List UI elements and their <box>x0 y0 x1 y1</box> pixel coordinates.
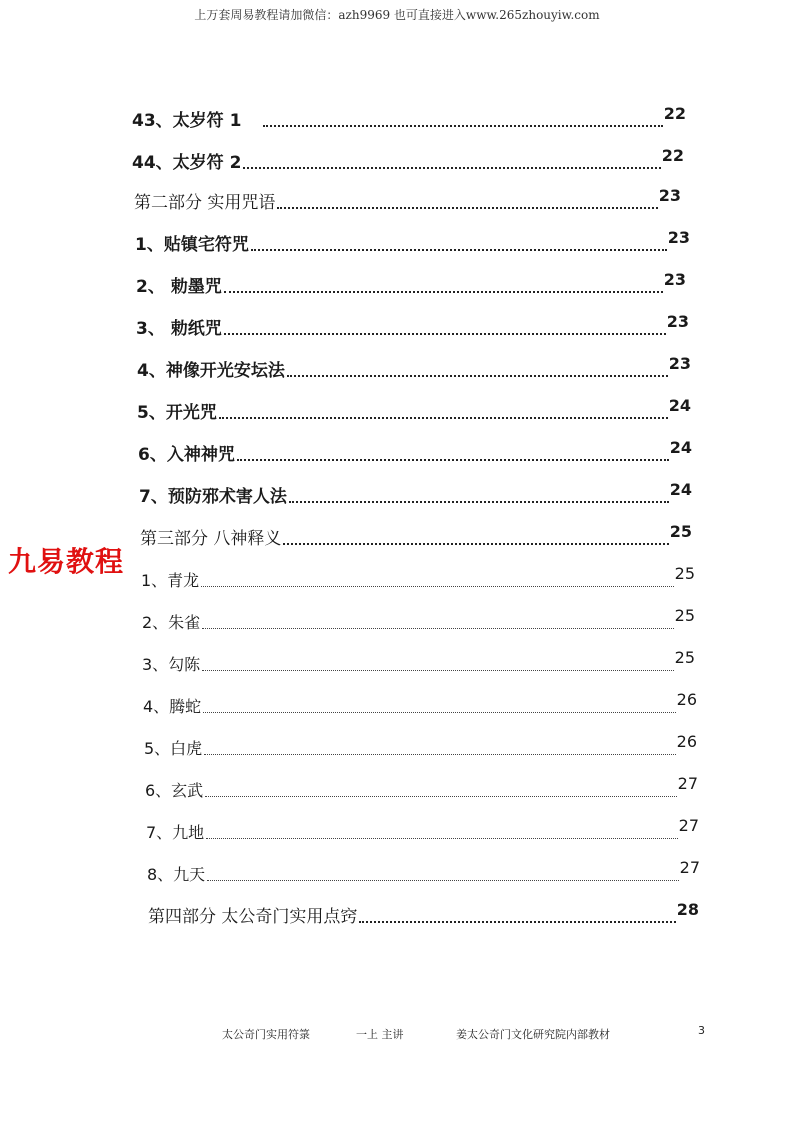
toc-entry-page: 24 <box>668 396 691 415</box>
toc-entry-page: 27 <box>678 816 699 835</box>
toc-leader-dots <box>204 754 675 755</box>
toc-entry-label: 3、 勅纸咒 <box>136 319 222 339</box>
toc-entry-label: 8、九天 <box>147 865 206 884</box>
toc-entry-label: 第二部分 实用咒语 <box>134 193 276 213</box>
toc-leader-dots <box>224 291 663 293</box>
toc-entry-label: 6、入神神咒 <box>138 445 235 465</box>
toc-leader-dots <box>243 167 660 169</box>
toc-entry <box>132 106 686 132</box>
toc-entry <box>136 272 686 298</box>
toc-entry-page: 25 <box>674 564 695 583</box>
toc-entry-label: 5、开光咒 <box>137 403 217 423</box>
toc-entry-label: 6、玄武 <box>145 781 204 800</box>
toc-entry-label: 4、腾蛇 <box>143 697 202 716</box>
toc-entry-page: 25 <box>674 648 695 667</box>
toc-leader-dots <box>277 207 657 209</box>
toc-entry-page: 26 <box>676 690 697 709</box>
toc-leader-dots <box>205 796 676 797</box>
toc-entry <box>132 148 684 174</box>
toc-entry-page: 27 <box>677 774 698 793</box>
toc-entry-page: 27 <box>679 858 700 877</box>
toc-entry <box>146 818 699 844</box>
toc-entry-label: 7、九地 <box>146 823 205 842</box>
toc-entry-label: 1、贴镇宅符咒 <box>135 235 249 255</box>
toc-entry-page: 24 <box>669 438 692 457</box>
toc-entry-page: 23 <box>658 186 681 205</box>
toc-entry-label: 44、太岁符 2 <box>132 153 242 173</box>
toc-leader-dots <box>203 712 675 713</box>
toc-entry <box>145 776 698 802</box>
toc-entry <box>144 734 697 760</box>
toc-entry-label: 2、朱雀 <box>142 613 201 632</box>
toc-leader-dots <box>202 670 673 671</box>
toc-entry-page: 28 <box>676 900 699 919</box>
toc-entry-label: 2、 勅墨咒 <box>136 277 222 297</box>
toc-entry-page: 23 <box>668 354 691 373</box>
toc-entry-page: 23 <box>667 228 690 247</box>
toc-entry-label: 43、太岁符 1 <box>132 111 242 131</box>
toc-entry <box>134 188 681 214</box>
toc-entry-page: 25 <box>674 606 695 625</box>
toc-entry <box>137 398 691 424</box>
toc-entry <box>143 692 697 718</box>
toc-leader-dots <box>283 543 668 545</box>
top-watermark: 上万套周易教程请加微信：azh9969 也可直接进入www.265zhouyiw.com <box>194 8 600 22</box>
toc-entry-label: 第三部分 八神释义 <box>140 529 282 549</box>
toc-entry-label: 7、预防邪术害人法 <box>139 487 287 507</box>
page-number: 3 <box>698 1024 705 1037</box>
toc-entry <box>138 440 692 466</box>
toc-leader-dots <box>202 628 673 629</box>
toc-leader-dots <box>219 417 668 419</box>
toc-leader-dots <box>359 921 675 923</box>
toc-entry <box>148 902 699 928</box>
toc-entry-label: 第四部分 太公奇门实用点窍 <box>148 907 358 927</box>
toc-leader-dots <box>237 459 669 461</box>
toc-entry <box>136 314 689 340</box>
toc-entry-page: 24 <box>669 480 692 499</box>
toc-leader-dots <box>224 333 666 335</box>
toc-entry-page: 23 <box>666 312 689 331</box>
toc-entry <box>141 566 695 592</box>
toc-leader-dots <box>263 125 662 127</box>
footer-book-title: 太公奇门实用符箓 <box>222 1028 310 1041</box>
toc-entry <box>137 356 691 382</box>
toc-entry <box>147 860 700 886</box>
toc-entry <box>142 608 695 634</box>
side-watermark-logo: 九易教程 <box>8 545 125 578</box>
toc-leader-dots <box>287 375 668 377</box>
toc-entry-page: 25 <box>669 522 692 541</box>
toc-leader-dots <box>206 838 677 839</box>
toc-leader-dots <box>201 586 673 587</box>
toc-entry-page: 22 <box>663 104 686 123</box>
toc-entry-label: 5、白虎 <box>144 739 203 758</box>
toc-entry <box>139 482 692 508</box>
toc-entry <box>135 230 690 256</box>
toc-entry-page: 26 <box>676 732 697 751</box>
toc-leader-dots <box>207 880 678 881</box>
toc-entry <box>140 524 692 550</box>
toc-entry <box>142 650 695 676</box>
toc-entry-page: 22 <box>661 146 684 165</box>
footer-institution: 姜太公奇门文化研究院内部教材 <box>456 1028 610 1041</box>
toc-leader-dots <box>251 249 667 251</box>
footer-lecturer: 一上 主讲 <box>356 1028 404 1041</box>
toc-leader-dots <box>289 501 669 503</box>
toc-entry-label: 1、青龙 <box>141 571 200 590</box>
toc-entry-label: 4、神像开光安坛法 <box>137 361 285 381</box>
toc-entry-page: 23 <box>663 270 686 289</box>
toc-entry-label: 3、勾陈 <box>142 655 201 674</box>
